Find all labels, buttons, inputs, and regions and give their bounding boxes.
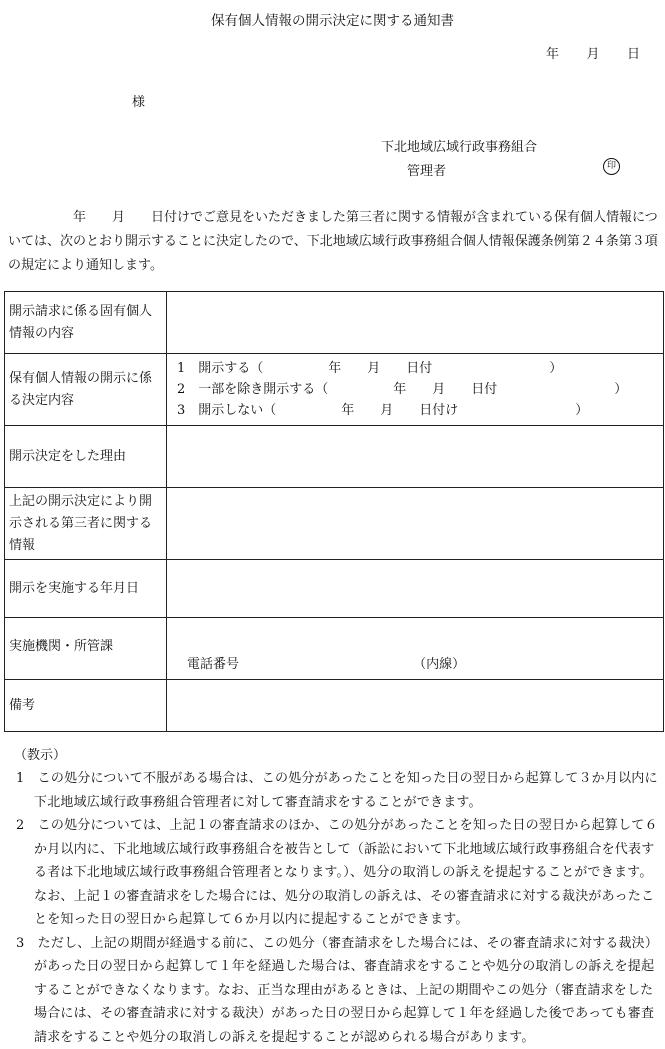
document-title: 保有個人情報の開示決定に関する通知書 (0, 9, 665, 29)
row-label: 開示を実施する年月日 (5, 560, 167, 618)
instructions-section (14, 745, 660, 1049)
row-label: 実施機関・所管課 (5, 618, 167, 680)
row-value (167, 488, 664, 560)
extension-label: （内線） (413, 657, 465, 672)
disclosure-form-table (4, 291, 664, 732)
instructions-heading: （教示） (14, 745, 660, 767)
decision-option-3: 3 開示しない（ 年 月 日付け ） (177, 400, 653, 421)
row-value (167, 680, 664, 732)
table-row (5, 488, 664, 560)
row-value (167, 560, 664, 618)
table-row (5, 618, 664, 680)
row-label: 備考 (5, 680, 167, 732)
decision-option-2: 2 一部を除き開示する（ 年 月 日付 ） (177, 379, 653, 400)
table-row (5, 354, 664, 426)
row-value (167, 292, 664, 354)
table-row (5, 680, 664, 732)
issuer-organization: 下北地域広域行政事務組合 (381, 136, 537, 155)
row-label: 保有個人情報の開示に係る決定内容 (5, 354, 167, 426)
addressee: 様 (132, 91, 145, 110)
seal-mark: 印 (603, 158, 620, 175)
row-label: 開示請求に係る固有個人情報の内容 (5, 292, 167, 354)
row-value (167, 426, 664, 488)
phone-label: 電話番号 (187, 657, 239, 672)
decision-options (167, 354, 664, 426)
table-row (5, 292, 664, 354)
row-label: 上記の開示決定により開示される第三者に関する情報 (5, 488, 167, 560)
instruction-item-2: 2 この処分については、上記１の審査請求のほか、この処分があったことを知った日の翌日から起算して６か月以内に、下北地域広域行政事務組合を被告として（訴訟において下北地域広域行政事務組合を代表する者は下北地域広域行政事務組合管理者となります。）、処分の取消しの訴えを提起することができます。なお、上記１の審査請求をした場合には、処分の取消しの訴えは、その審査請求に対する裁決があったことを知った日の翌日から起算して６か月以内に提起することができます。 (14, 814, 660, 932)
table-row (5, 426, 664, 488)
issue-date: 年 月 日 (546, 43, 641, 62)
instruction-item-1: 1 この処分について不服がある場合は、この処分があったことを知った日の翌日から起算して３か月以内に下北地域広域行政事務組合管理者に対して審査請求をすることができます。 (14, 767, 660, 814)
intro-paragraph: 年 月 日付けでご意見をいただきました第三者に関する情報が含まれている保有個人情報については、次のとおり開示することに決定したので、下北地域広域行政事務組合個人情報保護条例第２４条第３項の規定により通知します。 (8, 206, 660, 278)
row-label: 開示決定をした理由 (5, 426, 167, 488)
instruction-item-3: 3 ただし、上記の期間が経過する前に、この処分（審査請求をした場合には、その審査請求に対する裁決）があった日の翌日から起算して１年を経過した場合は、審査請求をすることや処分の取消しの訴えを提起することができなくなります。なお、正当な理由があるときは、上記の期間やこの処分（審査請求をした場合には、その審査請求に対する裁決）があった日の翌日から起算して１年を経過した後であっても審査請求をすることや処分の取消しの訴えを提起することが認められる場合があります。 (14, 932, 660, 1049)
decision-option-1: 1 開示する（ 年 月 日付 ） (177, 358, 653, 379)
issuer-title: 管理者 (407, 160, 446, 179)
contact-cell (167, 618, 664, 680)
table-row (5, 560, 664, 618)
